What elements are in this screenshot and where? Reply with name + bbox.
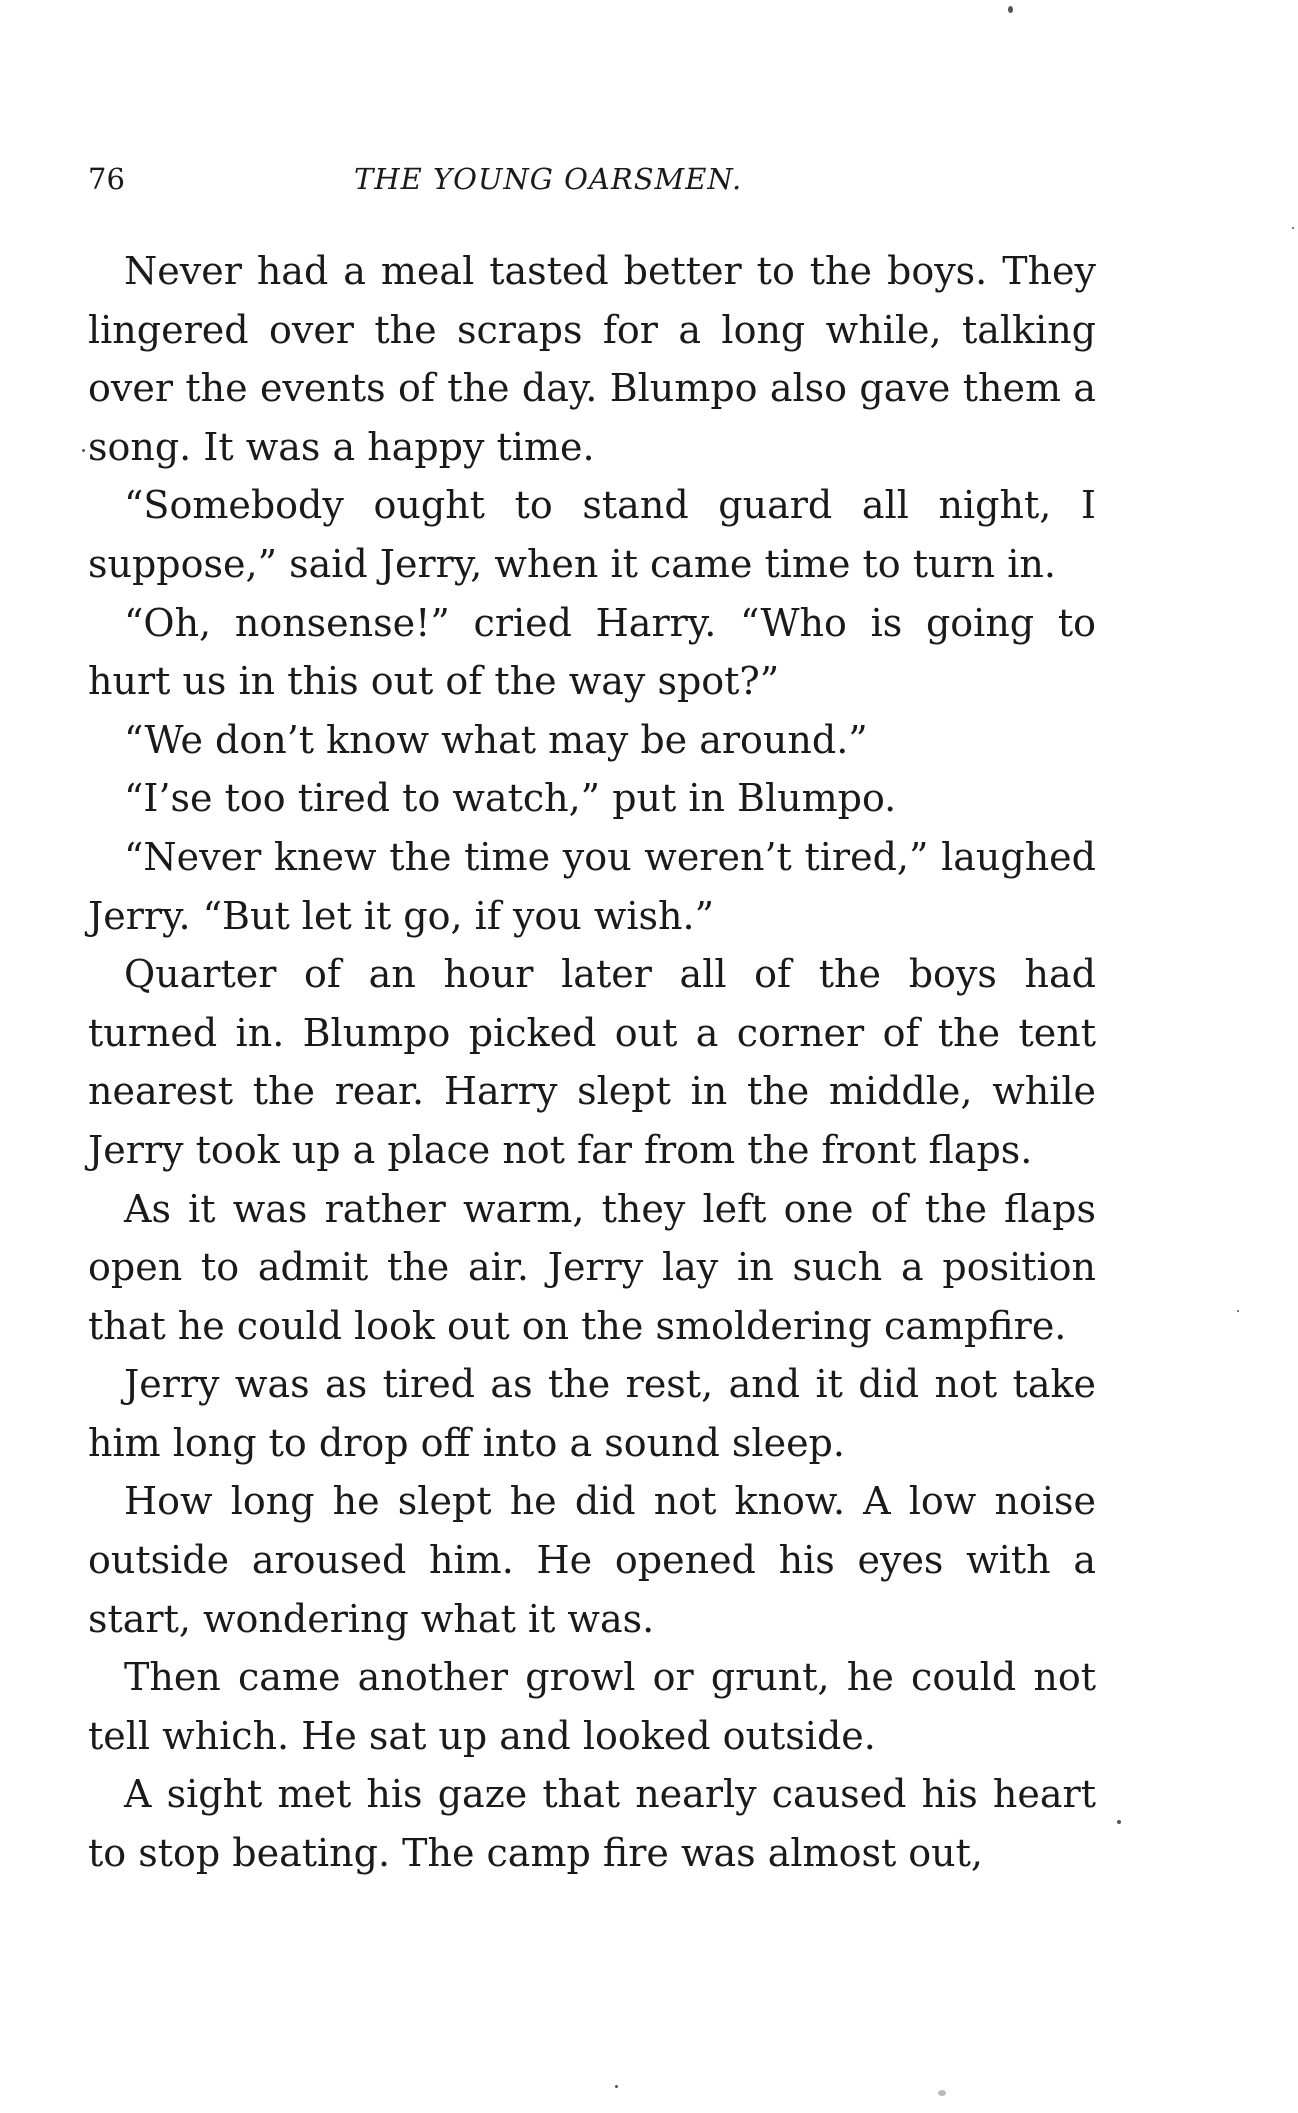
paragraph: As it was rather warm, they left one of the flaps open to admit the air. Jerry lay in such a position that he could look out on the smoldering campfire. (88, 1186, 1096, 1348)
paragraph: “Somebody ought to stand guard all night, I suppose,” said Jerry, when it came time to turn in. (88, 483, 1096, 586)
paragraph: Then came another growl or grunt, he could not tell which. He sat up and looked outside. (88, 1655, 1096, 1758)
paragraph: A sight met his gaze that nearly caused his heart to stop beating. The camp fire was almost out, (88, 1772, 1096, 1876)
paragraph: Quarter of an hour later all of the boys had turned in. Blumpo picked out a corner of the tent nearest the rear. Harry slept in the middle, while Jerry took up a place not far from the front flaps. (88, 952, 1096, 1172)
paragraph: Never had a meal tasted better to the boys. They lingered over the scraps for a long while, talking over the events of the day. Blumpo also gave them a song. It was a happy time. (88, 249, 1096, 469)
scan-speck (1117, 1820, 1121, 1824)
body-text (88, 242, 1096, 1883)
scan-speck (1237, 1310, 1239, 1312)
scan-speck (82, 449, 85, 452)
paragraph: “Oh, nonsense!” cried Harry. “Who is going to hurt us in this out of the way spot?” (88, 600, 1096, 704)
paragraph: How long he slept he did not know. A low noise outside aroused him. He opened his eyes with a start, wondering what it was. (88, 1479, 1096, 1641)
paragraph: “I’se too tired to watch,” put in Blumpo. (124, 776, 897, 821)
paragraph: Jerry was as tired as the rest, and it did not take him long to drop off into a sound sleep. (88, 1362, 1096, 1465)
paragraph: “Never knew the time you weren’t tired,” laughed Jerry. “But let it go, if you wish.” (88, 834, 1096, 938)
paragraph: “We don’t know what may be around.” (124, 717, 868, 762)
page-number: 76 (88, 162, 125, 196)
book-title: THE YOUNG OARSMEN. (354, 162, 743, 196)
running-head (88, 162, 1098, 210)
scan-speck (938, 2090, 946, 2096)
scan-speck (1292, 227, 1294, 229)
scan-speck (615, 2085, 618, 2088)
scan-speck (1008, 6, 1013, 13)
